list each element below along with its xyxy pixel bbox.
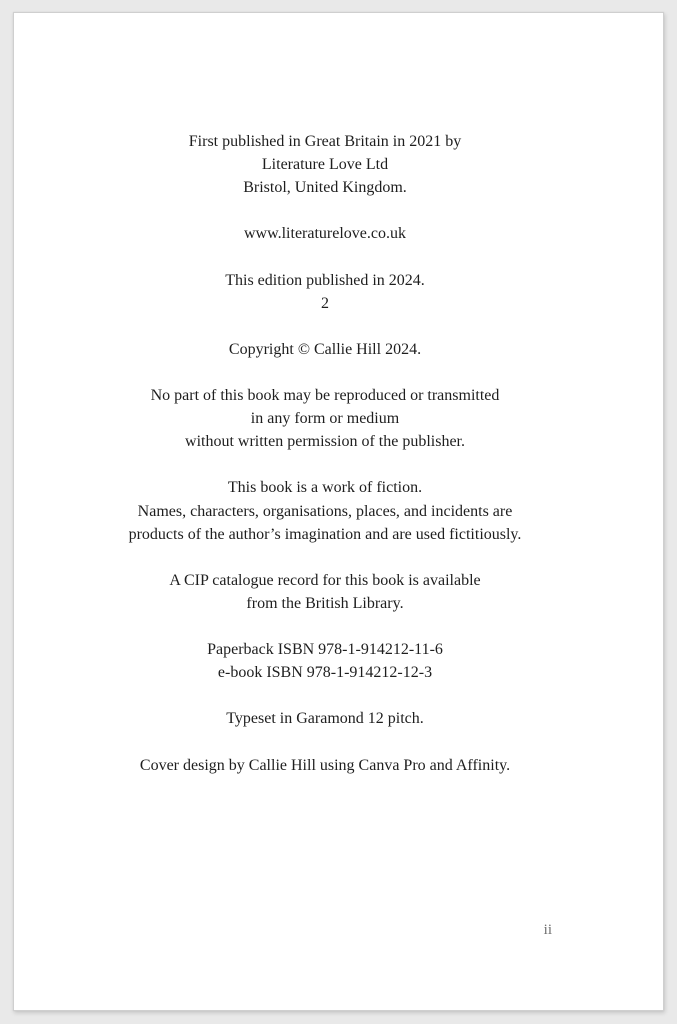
text-line: Names, characters, organisations, places, and incidents are xyxy=(137,502,513,520)
text-line: Typeset in Garamond 12 pitch. xyxy=(226,710,424,728)
publisher-imprint xyxy=(111,130,539,199)
cip-notice xyxy=(111,569,539,615)
cover-credit xyxy=(111,754,539,777)
text-line: This edition published in 2024. xyxy=(225,271,425,289)
book-page xyxy=(13,12,664,1011)
fiction-disclaimer xyxy=(111,476,539,545)
text-line: Literature Love Ltd xyxy=(261,156,389,174)
rights-notice xyxy=(111,384,539,453)
typesetting-note xyxy=(111,707,539,730)
text-line: No part of this book may be reproduced or transmitted xyxy=(150,387,500,405)
edition-info xyxy=(111,269,539,315)
website-text: www.literaturelove.co.uk xyxy=(243,225,406,243)
text-line: products of the author’s imagination and are used fictitiously. xyxy=(128,525,522,543)
text-line: in any form or medium xyxy=(250,410,400,428)
text-line: Copyright © Callie Hill 2024. xyxy=(228,340,422,358)
page-number: ii xyxy=(543,922,552,938)
publisher-website xyxy=(111,222,539,245)
impression-number: 2 xyxy=(321,294,329,312)
text-line: A CIP catalogue record for this book is available xyxy=(169,571,481,589)
text-line: from the British Library. xyxy=(246,594,404,612)
isbn-info xyxy=(111,638,539,684)
text-line: Bristol, United Kingdom. xyxy=(243,179,407,197)
imprint-text-block xyxy=(111,130,539,777)
text-line: without written permission of the publisher. xyxy=(185,433,465,451)
text-line: First published in Great Britain in 2021 by xyxy=(188,133,462,150)
paperback-isbn: Paperback ISBN 978-1-914212-11-6 xyxy=(207,641,443,659)
text-line: Cover design by Callie Hill using Canva Pro and Affinity. xyxy=(139,756,511,774)
copyright-notice xyxy=(111,338,539,361)
text-line: This book is a work of fiction. xyxy=(227,479,423,497)
ebook-isbn: e-book ISBN 978-1-914212-12-3 xyxy=(217,664,433,682)
